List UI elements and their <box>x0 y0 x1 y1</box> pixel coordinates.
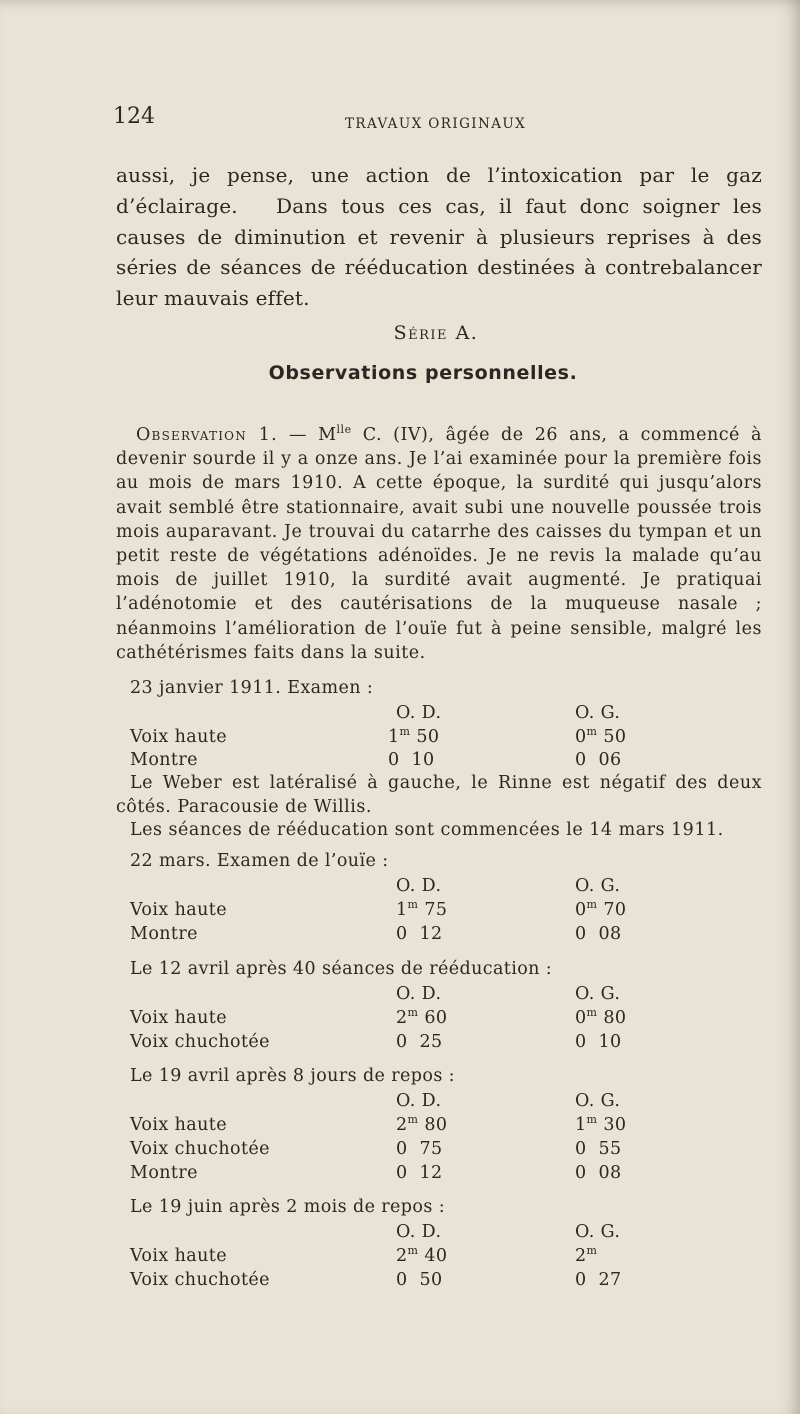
exam-2-og-header: O. G. <box>575 876 621 896</box>
page-number: 124 <box>113 104 155 129</box>
patient-prefix: M <box>318 425 337 445</box>
exam-1-note-2: Les séances de rééducation sont commencées le 14 mars 1911. <box>130 820 724 840</box>
exam-3-row-og: 0 10 <box>575 1032 622 1052</box>
observation-dash: — <box>277 425 319 445</box>
intro-paragraph-2: Dans tous ces cas, il faut donc soigner les causes de diminution et revenir à plusieurs reprises à des séries de séances de rééducation destinées à contrebalancer leur mauvais effet. <box>116 193 763 311</box>
exam-3-row-label: Voix chuchotée <box>130 1032 270 1052</box>
observation-paragraph <box>116 423 762 665</box>
exam-1-row-og: 0 06 <box>575 750 622 770</box>
exam-2-row-od: 0 12 <box>396 924 443 944</box>
exam-1-row-label: Voix haute <box>130 727 227 747</box>
running-title: TRAVAUX ORIGINAUX <box>345 116 527 132</box>
exam-2-row-od: 1$^m$ 75 <box>396 898 448 920</box>
exam-2-heading: 22 mars. Examen de l’ouïe : <box>130 851 389 871</box>
exam-4-row-label: Voix chuchotée <box>130 1139 270 1159</box>
exam-5-row-og: 0 27 <box>575 1270 622 1290</box>
exam-2-od-header: O. D. <box>396 876 442 896</box>
observation-text: C. (IV), âgée de 26 ans, a commencé à devenir sourde il y a onze ans. Je l’ai examinée pour la première fois au mois de mars 1910. A cette époque, la surdité qui jusqu’alors avait semblé être stationnaire, avait subi une nouvelle poussée trois mois auparavant. Je trouvai du catarrhe des caisses du tympan et un petit reste de végétations adénoïdes. Je ne revis la malade qu’au mois de juillet 1910, la surdité avait augmenté. Je pratiquai l’adénotomie et des cautérisations de la muqueuse nasale ; néanmoins l’amélioration de l’ouïe fut à peine sensible, malgré les cathétérismes faits dans la suite. <box>116 425 762 663</box>
patient-sup: lle <box>336 423 352 436</box>
exam-2-row-og: 0 08 <box>575 924 622 944</box>
exam-4-od-header: O. D. <box>396 1091 442 1111</box>
exam-4-row-label: Voix haute <box>130 1115 227 1135</box>
exam-3-row-od: 0 25 <box>396 1032 443 1052</box>
observation-label: Observation 1. <box>136 425 278 445</box>
exam-5-row-label: Voix chuchotée <box>130 1270 270 1290</box>
exam-5-row-od: 2$^m$ 40 <box>396 1244 448 1266</box>
exam-4-row-og: 1$^m$ 30 <box>575 1113 627 1135</box>
exam-1-od-header: O. D. <box>396 703 442 723</box>
exam-4-row-od: 0 12 <box>396 1163 443 1183</box>
exam-3-row-og: 0$^m$ 80 <box>575 1006 627 1028</box>
exam-4-row-od: 0 75 <box>396 1139 443 1159</box>
exam-3-od-header: O. D. <box>396 984 442 1004</box>
exam-3-row-label: Voix haute <box>130 1008 227 1028</box>
exam-4-row-label: Montre <box>130 1163 198 1183</box>
exam-1-og-header: O. G. <box>575 703 621 723</box>
exam-4-heading: Le 19 avril après 8 jours de repos : <box>130 1066 455 1086</box>
exam-2-row-label: Voix haute <box>130 900 227 920</box>
exam-3-og-header: O. G. <box>575 984 621 1004</box>
section-title: Observations personnelles. <box>268 362 578 384</box>
exam-5-od-header: O. D. <box>396 1222 442 1242</box>
exam-3-heading: Le 12 avril après 40 séances de rééducation : <box>130 959 553 979</box>
exam-2-row-label: Montre <box>130 924 198 944</box>
exam-5-row-label: Voix haute <box>130 1246 227 1266</box>
exam-4-row-og: 0 08 <box>575 1163 622 1183</box>
exam-5-og-header: O. G. <box>575 1222 621 1242</box>
exam-5-row-og: 2$^m$ <box>575 1244 598 1266</box>
intro-paragraph <box>116 160 762 314</box>
exam-5-row-od: 0 50 <box>396 1270 443 1290</box>
exam-4-row-od: 2$^m$ 80 <box>396 1113 448 1135</box>
exam-1-heading: 23 janvier 1911. Examen : <box>130 678 374 698</box>
exam-4-row-og: 0 55 <box>575 1139 622 1159</box>
exam-2-row-og: 0$^m$ 70 <box>575 898 627 920</box>
exam-5-heading: Le 19 juin après 2 mois de repos : <box>130 1197 445 1217</box>
serie-label: Série A. <box>393 322 479 344</box>
exam-4-og-header: O. G. <box>575 1091 621 1111</box>
exam-1-row-od: 1$^m$ 50 <box>388 725 440 747</box>
exam-3-row-od: 2$^m$ 60 <box>396 1006 448 1028</box>
exam-1-row-label: Montre <box>130 750 198 770</box>
intro-line-1: aussi, je pense, une action de l’intoxication par le gaz d’éclairage. <box>116 163 762 218</box>
exam-1-row-og: 0$^m$ 50 <box>575 725 627 747</box>
exam-1-note-1: Le Weber est latéralisé à gauche, le Rinne est négatif des deux côtés. Paracousie de Willis. <box>116 773 762 817</box>
exam-1-row-od: 0 10 <box>388 750 435 770</box>
